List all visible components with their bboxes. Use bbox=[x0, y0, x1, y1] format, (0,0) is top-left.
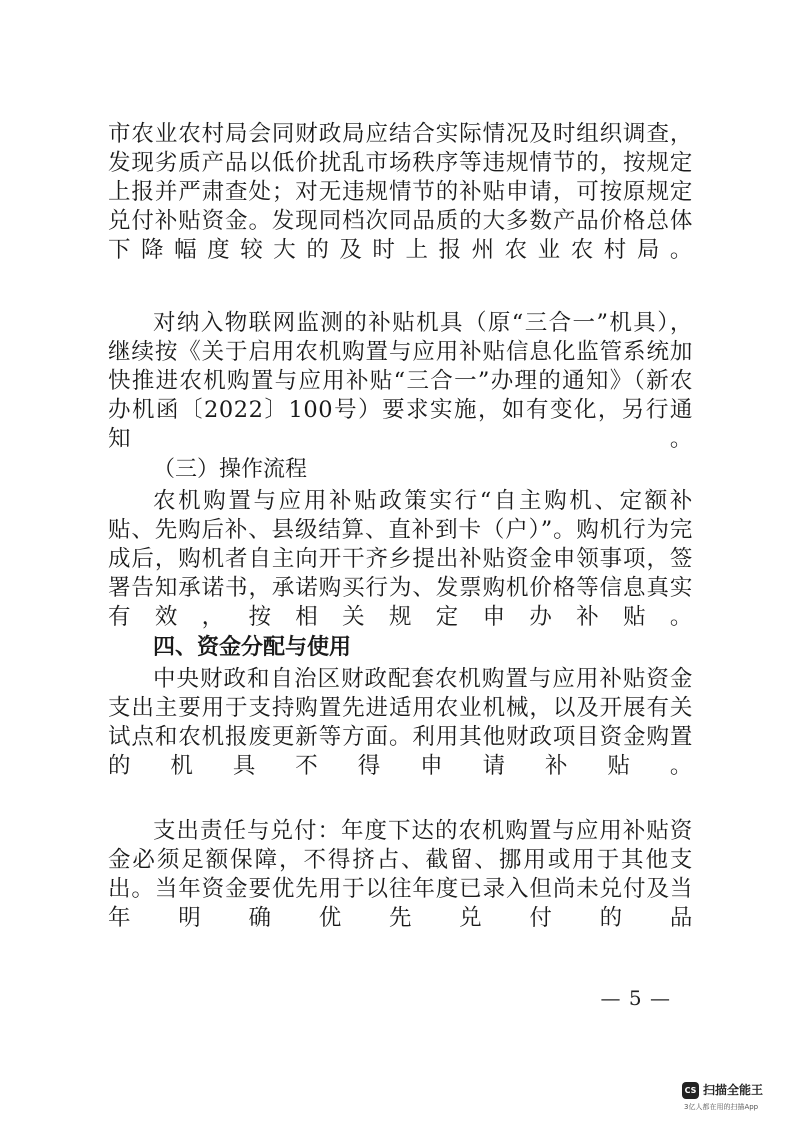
paragraph-inspection-text: 市农业农村局会同财政局应结合实际情况及时组织调查，发现劣质产品以低价扰乱市场秩序等违规情节的，按规定上报并严肃查处；对无违规情节的补贴申请，可按原规定兑付补贴资金。发现同档次同品质的大多数产品价格总体下降幅度较大的及时上报州农业农村局。 bbox=[108, 121, 693, 263]
paragraph-payment-responsibility-text: 支出责任与兑付：年度下达的农机购置与应用补贴资金必须足额保障，不得挤占、截留、挪用或用于其他支出。当年资金要优先用于以往年度已录入但尚未兑付及当年明确优先兑付的品 bbox=[108, 818, 693, 931]
paragraph-iot-monitoring bbox=[108, 309, 693, 452]
paragraph-operation-process-text: 农机购置与应用补贴政策实行“自主购机、定额补贴、先购后补、县级结算、直补到卡（户）”。购机行为完成后，购机者自主向开干齐乡提出补贴资金申领事项，签署告知承诺书，承诺购买行为、发票购机价格等信息真实有效，按相关规定申办补贴。 bbox=[108, 488, 693, 630]
paragraph-payment-responsibility bbox=[108, 817, 693, 933]
paragraph-fund-usage bbox=[108, 665, 693, 810]
paragraph-fund-usage-text: 中央财政和自治区财政配套农机购置与应用补贴资金支出主要用于支持购置先进适用农业机械，以及开展有关试点和农机报废更新等方面。利用其他财政项目资金购置的机具不得申请补贴。 bbox=[108, 666, 693, 779]
scanner-tagline: 3亿人都在用的扫描App bbox=[684, 1103, 759, 1111]
scanner-watermark bbox=[682, 1082, 786, 1118]
page-number: — 5 — bbox=[600, 986, 671, 1010]
section-heading-fund-allocation: 四、资金分配与使用 bbox=[153, 635, 352, 660]
paragraph-iot-monitoring-text: 对纳入物联网监测的补贴机具（原“三合一”机具），继续按《关于启用农机购置与应用补贴信息化监管系统加快推进农机购置与应用补贴“三合一”办理的通知》（新农办机函〔2022〕100号）要求实施，如有变化，另行通知。 bbox=[108, 310, 693, 452]
section-heading-operation-process: （三）操作流程 bbox=[153, 457, 308, 482]
paragraph-inspection bbox=[108, 120, 693, 294]
paragraph-operation-process bbox=[108, 487, 693, 630]
scanner-app-name: 扫描全能王 bbox=[703, 1083, 764, 1097]
camscanner-logo-icon: CS bbox=[682, 1082, 699, 1099]
